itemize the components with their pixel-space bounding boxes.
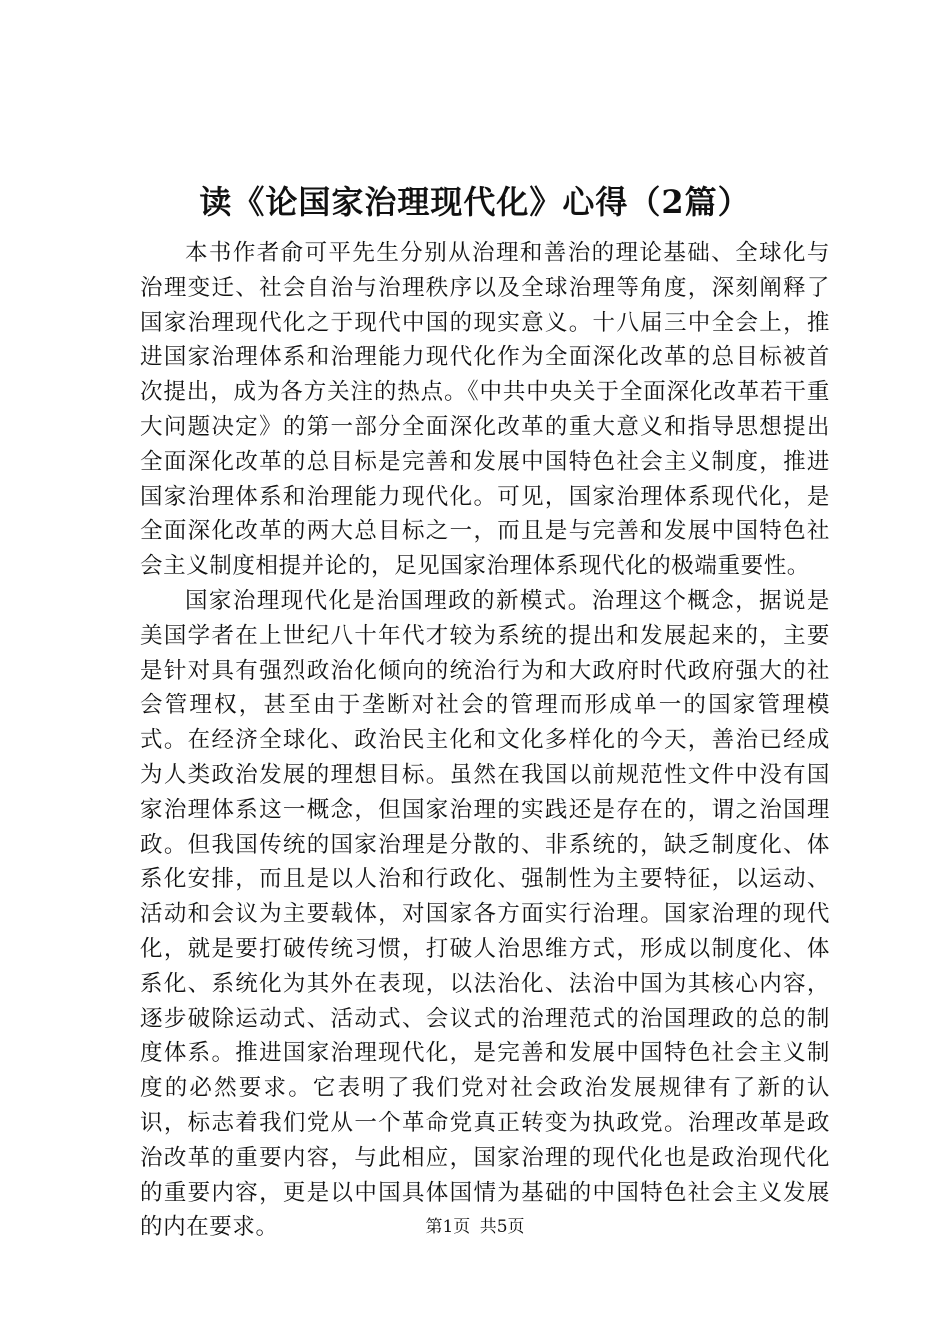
paragraph-1: 本书作者俞可平先生分别从治理和善治的理论基础、全球化与治理变迁、社会自治与治理秩序以及全球治理等角度，深刻阐释了国家治理现代化之于现代中国的现实意义。十八届三中全会上，推进国家治理体系和治理能力现代化作为全面深化改革的总目标被首次提出，成为各方关注的热点。《中共中央关于全面深化改革若干重大问题决定》的第一部分全面深化改革的重大意义和指导思想提出全面深化改革的总目标是完善和发展中国特色社会主义制度，推进国家治理体系和治理能力现代化。可见，国家治理体系现代化，是全面深化改革的两大总目标之一，而且是与完善和发展中国特色社会主义制度相提并论的，足见国家治理体系现代化的极端重要性。 [140, 240, 830, 580]
page-footer [0, 1215, 950, 1239]
page-number: 第1页 [425, 1217, 471, 1237]
page-total: 共5页 [479, 1217, 525, 1237]
document-body [140, 236, 830, 1245]
paragraph-2: 国家治理现代化是治国理政的新模式。治理这个概念，据说是美国学者在上世纪八十年代才较为系统的提出和发展起来的，主要是针对具有强烈政治化倾向的统治行为和大政府时代政府强大的社会管理权，甚至由于垄断对社会的管理而形成单一的国家管理模式。在经济全球化、政治民主化和文化多样化的今天，善治已经成为人类政治发展的理想目标。虽然在我国以前规范性文件中没有国家治理体系这一概念，但国家治理的实践还是存在的，谓之治国理政。但我国传统的国家治理是分散的、非系统的，缺乏制度化、体系化安排，而且是以人治和行政化、强制性为主要特征，以运动、活动和会议为主要载体，对国家各方面实行治理。国家治理的现代化，就是要打破传统习惯，打破人治思维方式，形成以制度化、体系化、系统化为其外在表现，以法治化、法治中国为其核心内容，逐步破除运动式、活动式、会议式的治理范式的治国理政的总的制度体系。推进国家治理现代化，是完善和发展中国特色社会主义制度的必然要求。它表明了我们党对社会政治发展规律有了新的认识，标志着我们党从一个革命党真正转变为执政党。治理改革是政治改革的重要内容，与此相应，国家治理的现代化也是政治现代化的重要内容，更是以中国具体国情为基础的中国特色社会主义发展的内在要求。 [140, 587, 830, 1241]
document-title: 读《论国家治理现代化》心得（2篇） [199, 183, 751, 221]
